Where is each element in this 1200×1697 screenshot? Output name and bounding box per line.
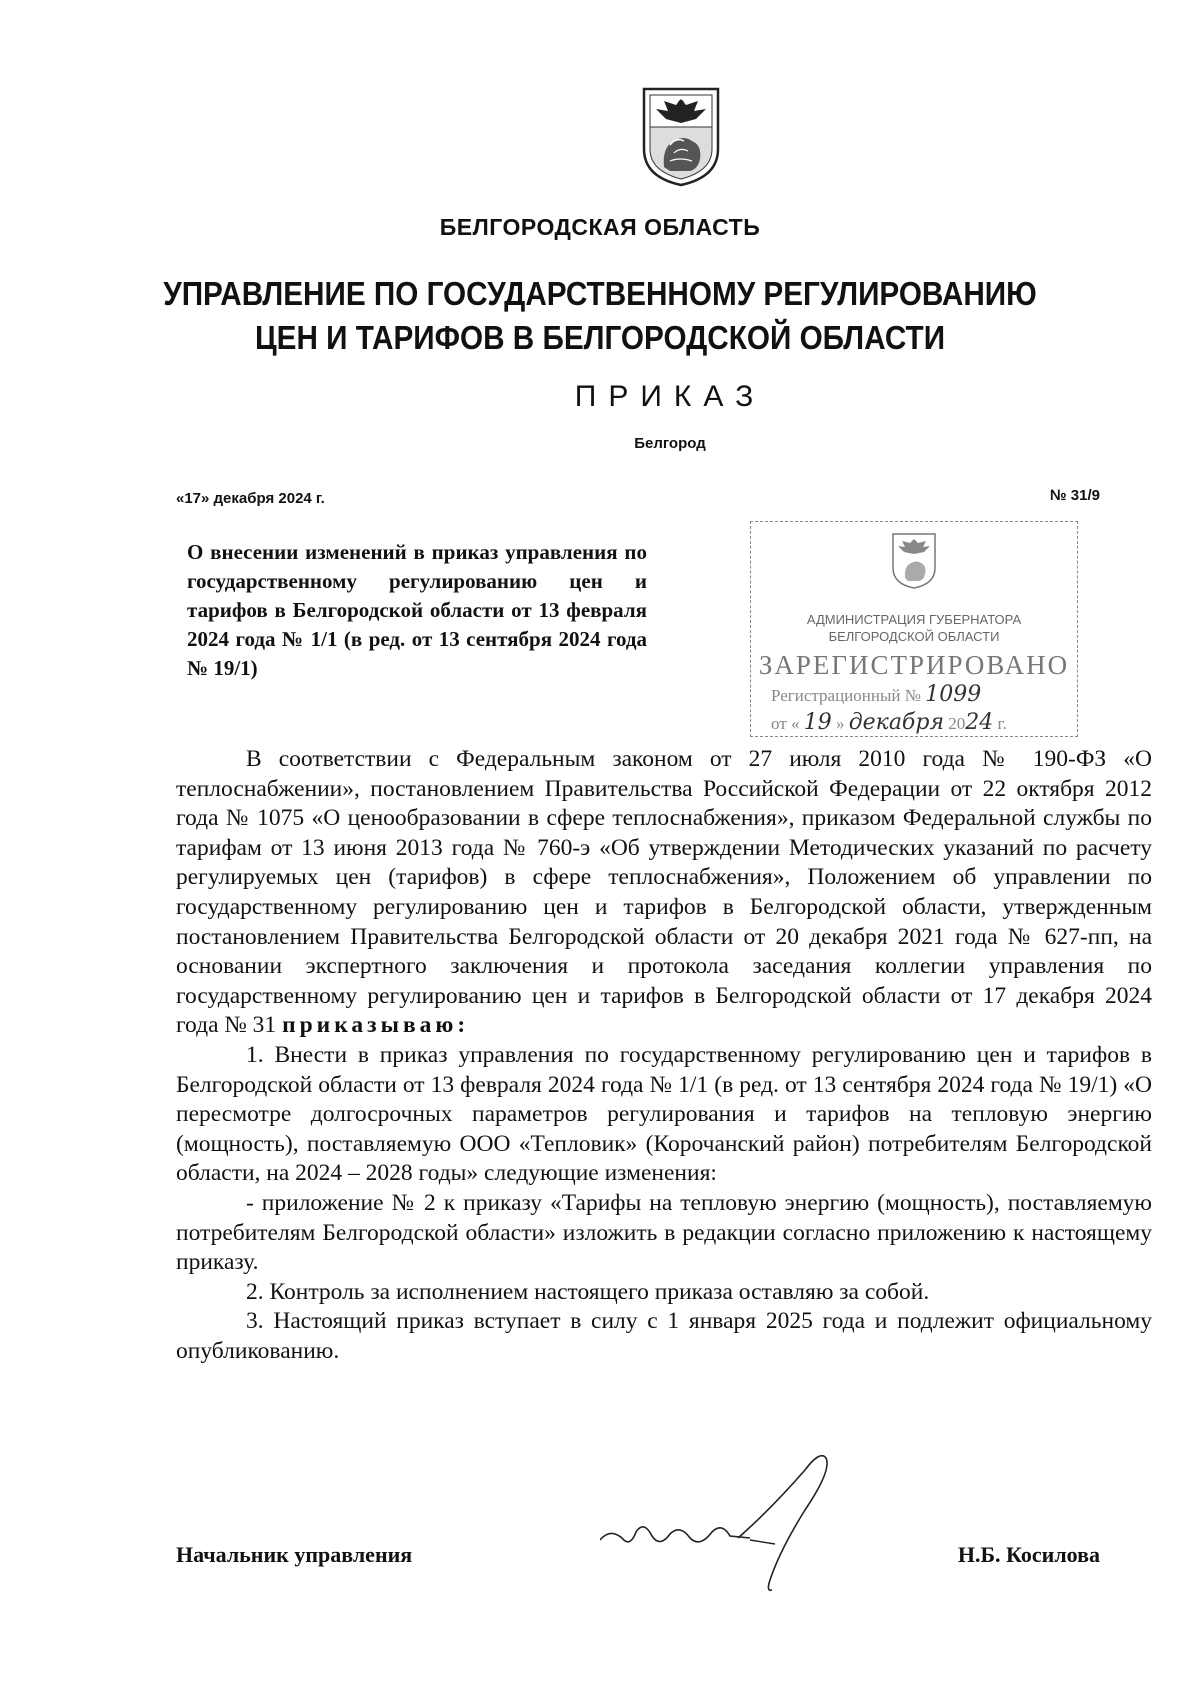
stamp-line-2: БЕЛГОРОДСКОЙ ОБЛАСТИ	[828, 629, 1000, 644]
stamp-year-unit: г.	[997, 714, 1007, 733]
stamp-reg-number-row	[771, 682, 981, 707]
signatory-title: Начальник управления	[176, 1542, 413, 1567]
stamp-reg-number: 1099	[925, 682, 982, 707]
stamp-coat-of-arms-icon	[890, 532, 938, 590]
stamp-mid: »	[835, 714, 845, 733]
agency-line-1: УПРАВЛЕНИЕ ПО ГОСУДАРСТВЕННОМУ РЕГУЛИРОВАНИЮ	[163, 275, 1037, 312]
agency-line-2: ЦЕН И ТАРИФОВ В БЕЛГОРОДСКОЙ ОБЛАСТИ	[254, 319, 946, 356]
preamble-paragraph	[176, 745, 1152, 1041]
stamp-year-suffix: 24	[965, 710, 994, 735]
registration-stamp	[750, 521, 1078, 737]
stamp-line-1: АДМИНИСТРАЦИЯ ГУБЕРНАТОРА	[806, 612, 1022, 627]
stamp-year-prefix: 20	[948, 714, 966, 733]
region-name: БЕЛГОРОДСКАЯ ОБЛАСТЬ	[439, 214, 761, 240]
item-1: 1. Внести в приказ управления по государственному регулированию цен и тарифов в Белгородской области от 13 февраля 2024 года № 1/1 (в ред. от 13 сентября 2024 года № 19/1) «О пересмотре долгосрочных параметров регулирования и тарифов на тепловую энергию (мощность), поставляемую ООО «Тепловик» (Корочанский район) потребителям Белгородской области, на 2024 – 2028 годы» следующие изменения:	[176, 1041, 1152, 1187]
stamp-from-label: от «	[771, 714, 800, 733]
document-type: ПРИКАЗ	[574, 380, 766, 413]
document-body	[176, 745, 1152, 1366]
order-word: приказываю:	[282, 1012, 470, 1039]
item-1-sub: - приложение № 2 к приказу «Тарифы на тепловую энергию (мощность), поставляемую потребителям Белгородской области» изложить в редакции согласно приложению к настоящему приказу.	[176, 1189, 1152, 1276]
preamble-text: В соответствии с Федеральным законом от 27 июля 2010 года № 190-ФЗ «О теплоснабжении», постановлением Правительства Российской Федерации от 22 октября 2012 года № 1075 «О ценообразовании в сфере теплоснабжения», приказом Федеральной службы по тарифам от 13 июня 2013 года № 760-э «Об утверждении Методических указаний по расчету регулируемых цен (тарифов) в сфере теплоснабжения», Положением об управлении по государственному регулированию цен и тарифов в Белгородской области, утвержденным постановлением Правительства Белгородской области от 20 декабря 2021 года № 627-пп, на основании экспертного заключения и протокола заседания коллегии управления по государственному регулированию цен и тарифов в Белгородской области от 17 декабря 2024 года № 31	[176, 746, 1152, 1039]
stamp-date-row	[771, 710, 1007, 735]
stamp-month: декабря	[848, 710, 945, 735]
signatory-name: Н.Б. Косилова	[957, 1542, 1100, 1567]
document-subject: О внесении изменений в приказ управления по государственному регулированию цен и тарифов в Белгородской области от 13 февраля 2024 года № 1/1 (в ред. от 13 сентября 2024 года № 19/1)	[187, 540, 647, 680]
stamp-reg-label: Регистрационный №	[771, 686, 921, 705]
agency-name	[60, 272, 1140, 360]
item-2: 2. Контроль за исполнением настоящего приказа оставляю за собой.	[246, 1278, 930, 1305]
coat-of-arms-icon	[640, 87, 722, 187]
handwritten-signature	[600, 1440, 930, 1610]
item-3: 3. Настоящий приказ вступает в силу с 1 января 2025 года и подлежит официальному опубликованию.	[176, 1308, 1152, 1364]
stamp-registered: ЗАРЕГИСТРИРОВАНО	[758, 650, 1070, 680]
document-date: «17» декабря 2024 г.	[176, 490, 325, 507]
document-number: № 31/9	[1049, 487, 1100, 504]
stamp-day: 19	[803, 710, 832, 735]
city: Белгород	[634, 435, 706, 452]
